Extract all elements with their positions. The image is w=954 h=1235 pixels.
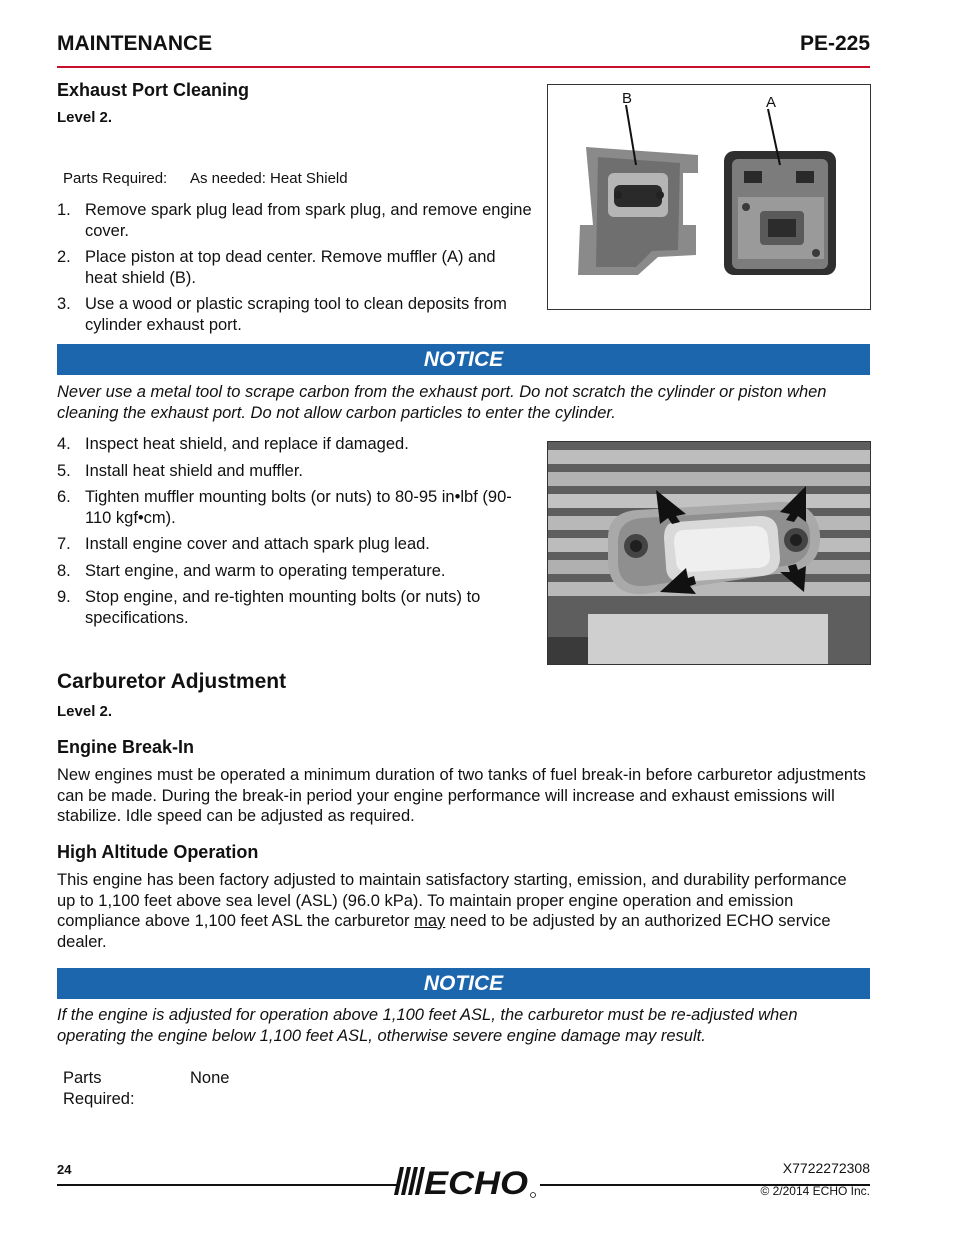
high-altitude-text <box>57 870 869 952</box>
step-number: 9. <box>57 588 71 606</box>
exhaust-port-cleaning-heading: Exhaust Port Cleaning <box>57 80 250 100</box>
engine-break-in-text: New engines must be operated a minimum duration of two tanks of fuel break-in before carburetor adjustments can be made. During the break-in period your engine performance will increase and exhaust emissions will stabilize. Idle speed can be adjusted as required. <box>57 766 866 825</box>
section-title: MAINTENANCE <box>57 32 213 55</box>
carburetor-level: Level 2. <box>57 703 113 720</box>
list-item <box>57 461 532 482</box>
step-number: 5. <box>57 461 71 480</box>
engine-break-in-heading: Engine Break-In <box>57 737 195 757</box>
step-number: 7. <box>57 535 71 553</box>
logo-wordmark: ECHO <box>424 1165 529 1200</box>
list-item <box>57 534 532 555</box>
step-text: Use a wood or plastic scraping tool to clean deposits from cylinder exhaust port. <box>85 295 507 334</box>
parts-required-value: As needed: Heat Shield <box>190 170 348 187</box>
step-number: 6. <box>57 488 71 506</box>
step-text: Tighten muffler mounting bolts (or nuts) to 80-95 in•lbf (90-110 kgf•cm). <box>85 488 512 527</box>
list-item <box>57 434 532 455</box>
emphasis-may: may <box>414 912 446 930</box>
parts-required-label: Parts Required: <box>63 170 168 187</box>
list-item <box>57 294 532 335</box>
page-number: 24 <box>57 1162 72 1177</box>
step-text: Remove spark plug lead from spark plug, and remove engine cover. <box>85 201 532 240</box>
exhaust-steps-list-b <box>57 434 532 634</box>
exhaust-port-figure <box>547 441 871 665</box>
notice-text: Never use a metal tool to scrape carbon from the exhaust port. Do not scratch the cylinder or piston when cleaning the exhaust port. Do not allow carbon particles to enter the cylinder. <box>57 383 827 422</box>
exhaust-level: Level 2. <box>57 109 113 126</box>
notice-text: If the engine is adjusted for operation above 1,100 feet ASL, the carburetor must be re-adjusted when operating the engine below 1,100 feet ASL, otherwise severe engine damage may result. <box>57 1006 798 1045</box>
notice-banner: NOTICE <box>57 968 870 999</box>
footer-divider-left <box>57 1184 397 1186</box>
exhaust-steps-list-a <box>57 200 532 341</box>
carb-parts-required-label: Parts Required: <box>63 1069 135 1108</box>
step-number: 3. <box>57 295 71 313</box>
step-text: Install heat shield and muffler. <box>85 461 303 480</box>
echo-logo <box>394 1165 540 1200</box>
header-divider <box>57 66 870 68</box>
list-item <box>57 587 532 628</box>
muffler-heat-shield-figure <box>547 84 871 310</box>
list-item <box>57 487 532 528</box>
label-b: B <box>622 90 633 107</box>
high-altitude-heading: High Altitude Operation <box>57 842 259 862</box>
step-number: 4. <box>57 435 71 453</box>
step-number: 1. <box>57 201 71 219</box>
notice-banner: NOTICE <box>57 344 870 375</box>
high-altitude-text-part: need to be adjusted by an authorized ECHO service dealer. <box>57 912 831 951</box>
carb-parts-required-value: None <box>190 1069 230 1087</box>
copyright: © 2/2014 ECHO Inc. <box>760 1184 870 1198</box>
list-item <box>57 561 532 582</box>
step-text: Start engine, and warm to operating temperature. <box>85 561 446 580</box>
step-text: Inspect heat shield, and replace if damaged. <box>85 435 409 453</box>
label-a: A <box>766 94 777 111</box>
list-item <box>57 247 532 288</box>
list-item <box>57 200 532 241</box>
step-number: 2. <box>57 248 71 266</box>
step-number: 8. <box>57 561 71 580</box>
step-text: Install engine cover and attach spark plug lead. <box>85 535 430 553</box>
document-code: X7722272308 <box>782 1160 870 1176</box>
step-text: Stop engine, and re-tighten mounting bolts (or nuts) to specifications. <box>85 588 481 627</box>
model-number: PE-225 <box>799 32 870 55</box>
step-text: Place piston at top dead center. Remove muffler (A) and heat shield (B). <box>85 248 496 287</box>
high-altitude-text-part: This engine has been factory adjusted to maintain satisfactory starting, emission, and durability performance up to 1,100 feet above sea level (ASL) (96.0 kPa). To maintain proper engine operation and emission compliance above 1,100 feet ASL the carburetor <box>57 871 847 930</box>
carburetor-adjustment-heading: Carburetor Adjustment <box>57 670 287 693</box>
